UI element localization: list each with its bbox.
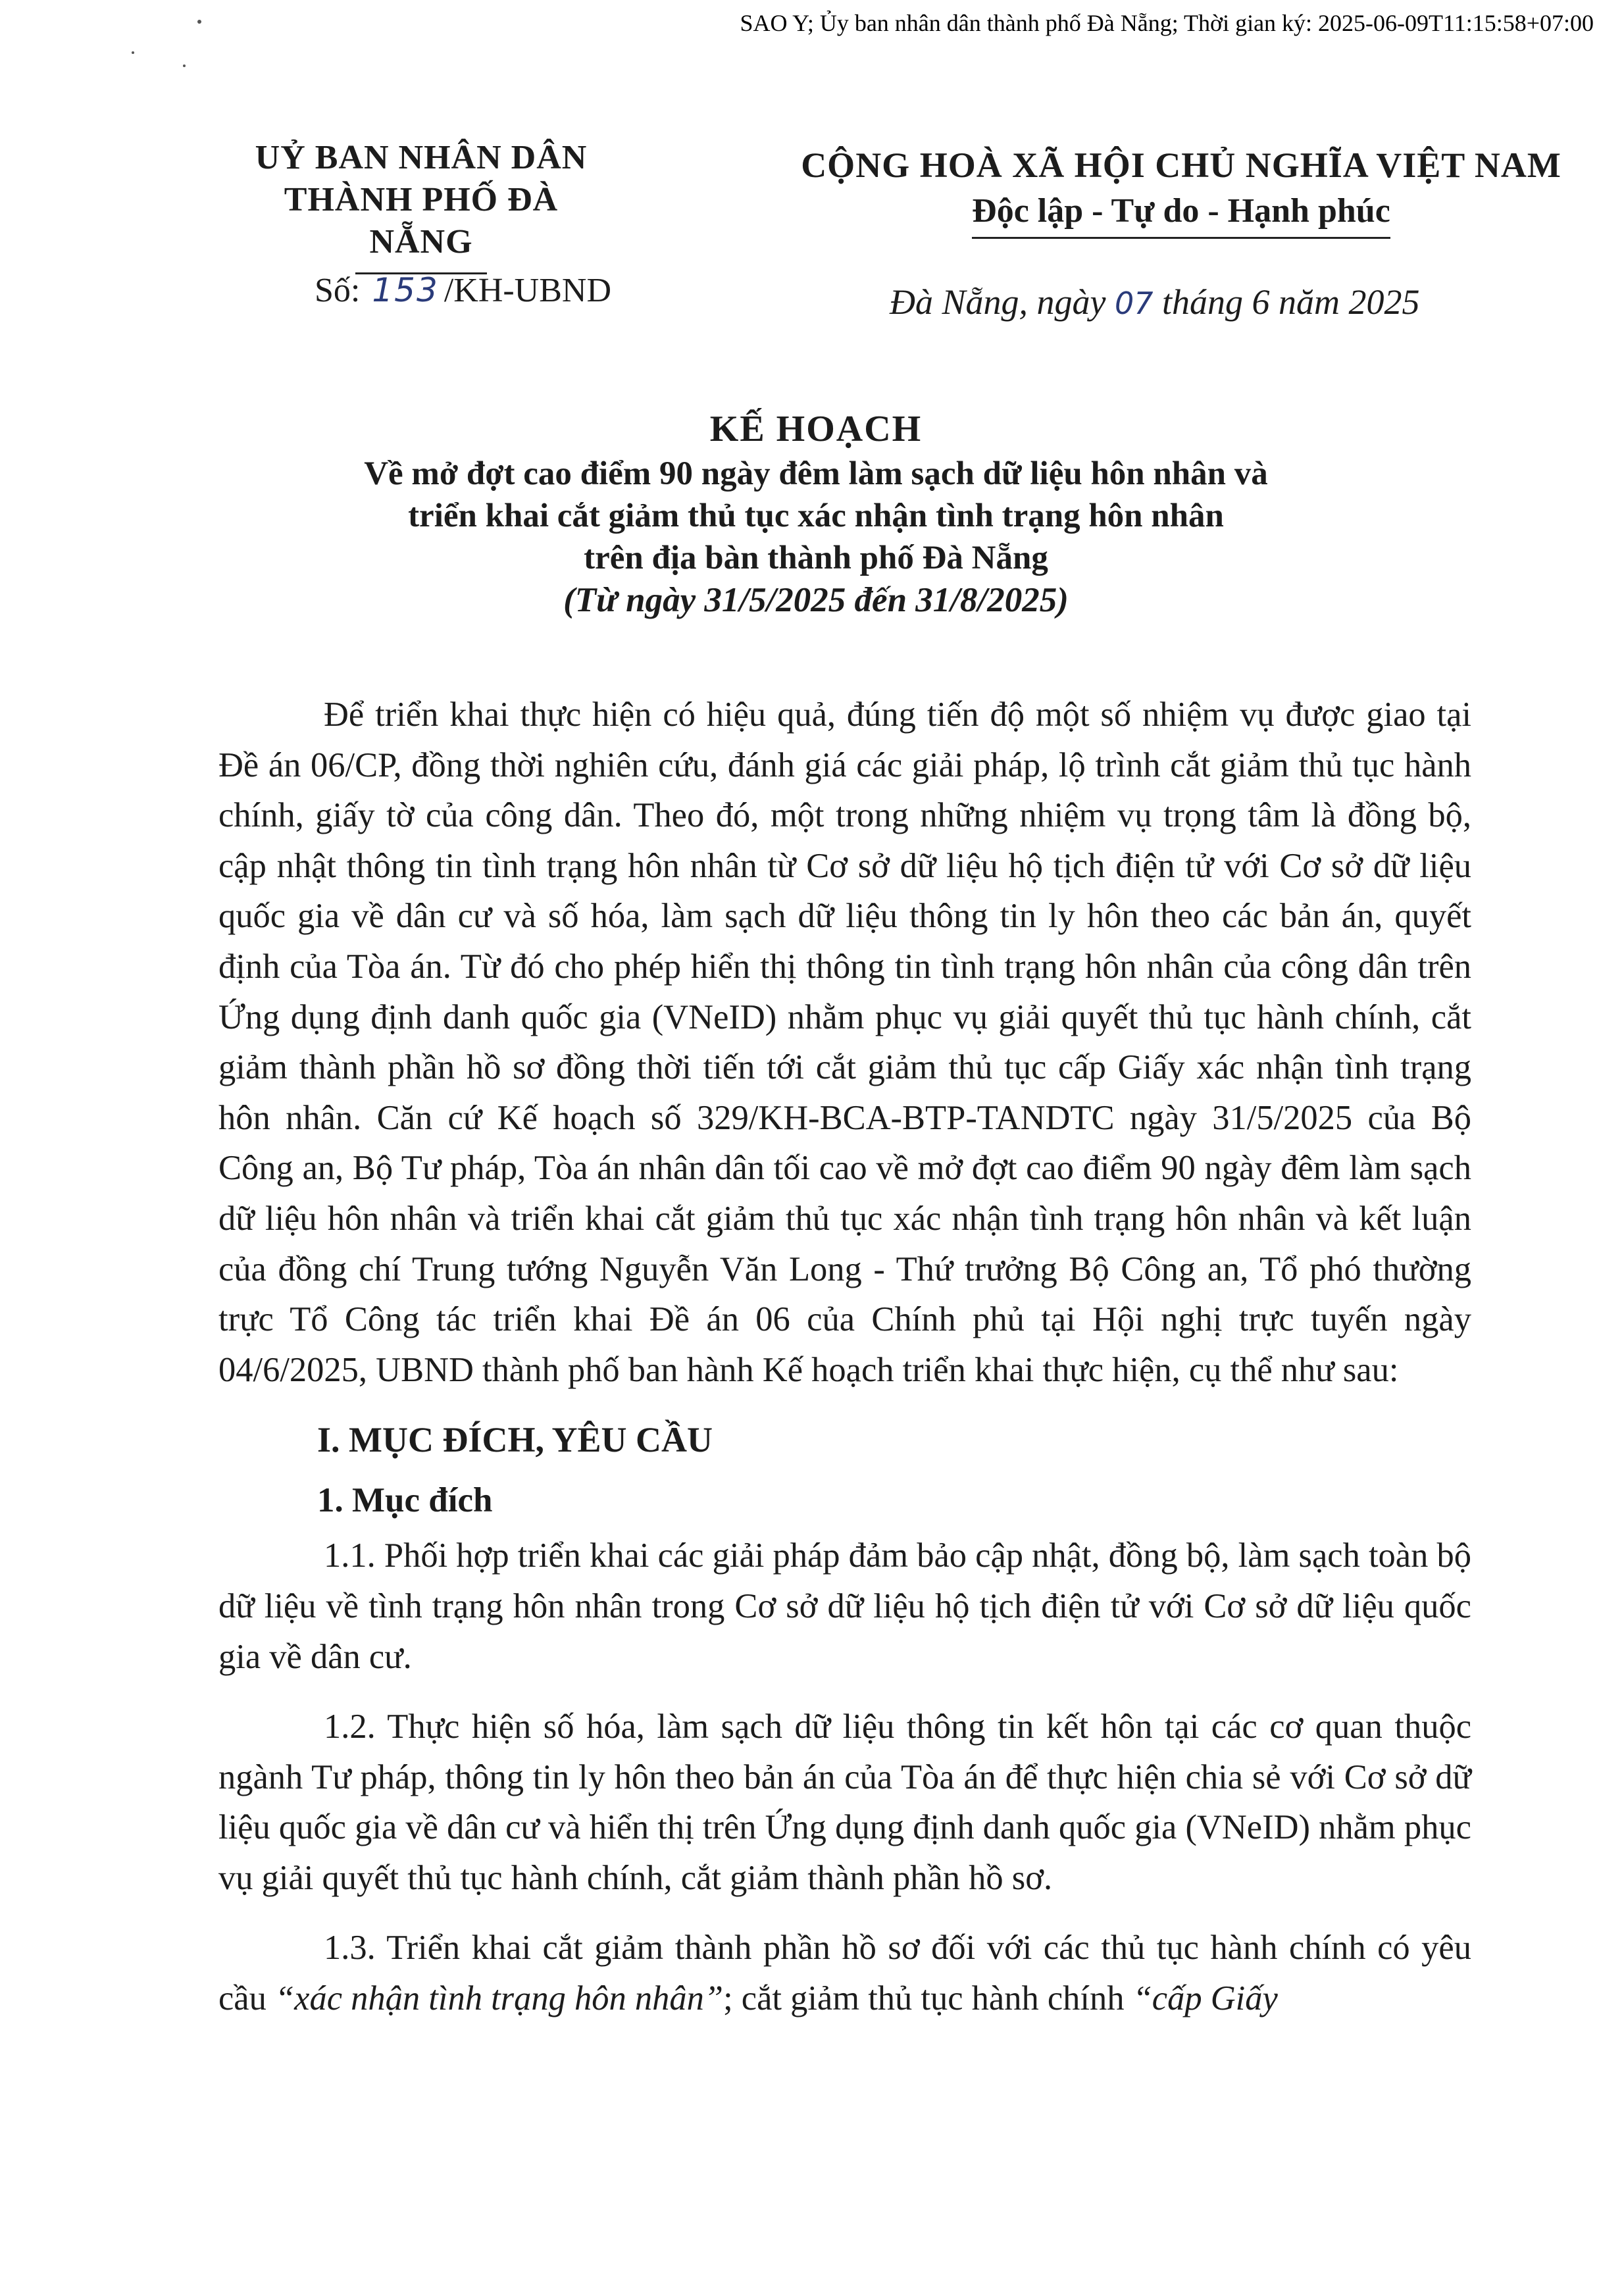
title-main: KẾ HOẠCH — [709, 409, 923, 449]
date-suffix: năm 2025 — [1279, 282, 1420, 322]
scan-speck — [132, 51, 134, 54]
motto: Độc lập - Tự do - Hạnh phúc — [972, 188, 1390, 239]
item-text: ; cắt giảm thủ tục hành chính — [723, 1979, 1133, 2018]
digital-signature-stamp: SAO Y; Ủy ban nhân dân thành phố Đà Nẵng; Thời gian ký: 2025-06-09T11:15:58+07:00 — [740, 10, 1594, 36]
item-text: 1.3. Triển khai cắt giảm thành phần hồ sơ đối với các thủ tục hành chính có yêu cầu — [218, 1929, 1471, 2018]
title-date-range: (Từ ngày 31/5/2025 đến 31/8/2025) — [563, 581, 1069, 619]
title-line-3: trên địa bàn thành phố Đà Nẵng — [584, 540, 1048, 576]
date-prefix: Đà Nẵng, ngày — [890, 282, 1106, 322]
item-quote: “cấp Giấy — [1132, 1979, 1278, 2018]
section-heading: I. MỤC ĐÍCH, YÊU CẦU — [317, 1420, 713, 1460]
document-title — [197, 408, 1434, 621]
scan-speck — [197, 20, 201, 24]
document-number — [315, 271, 611, 310]
document-date — [890, 282, 1420, 322]
scan-speck — [183, 64, 186, 67]
authority-line-1: UỶ BAN NHÂN DÂN — [255, 139, 588, 176]
number-label: Số: — [315, 272, 361, 309]
subsection-heading: 1. Mục đích — [317, 1481, 493, 1520]
handwritten-day: 07 — [1114, 286, 1154, 321]
title-line-2: triển khai cắt giảm thủ tục xác nhận tình trạng hôn nhân — [408, 497, 1224, 534]
number-suffix: /KH-UBND — [444, 272, 612, 309]
item-paragraph: 1.1. Phối hợp triển khai các giải pháp đảm bảo cập nhật, đồng bộ, làm sạch toàn bộ dữ liệu về tình trạng hôn nhân trong Cơ sở dữ liệu hộ tịch điện tử với Cơ sở dữ liệu quốc gia về dân cư. — [218, 1536, 1471, 1676]
handwritten-number: 153 — [372, 271, 439, 309]
date-middle: tháng — [1162, 282, 1244, 322]
national-motto — [776, 142, 1586, 242]
date-month: 6 — [1252, 282, 1270, 322]
item-paragraph: 1.2. Thực hiện số hóa, làm sạch dữ liệu thông tin kết hôn tại các cơ quan thuộc ngành Tư pháp, thông tin ly hôn theo bản án của Tòa án để thực hiện chia sẻ với Cơ sở dữ liệu quốc gia về dân cư và hiển thị trên Ứng dụng định danh quốc gia (VNeID) nhằm phục vụ giải quyết thủ tục hành chính, cắt giảm thành phần hồ sơ. — [218, 1708, 1471, 1897]
item-quote: “xác nhận tình trạng hôn nhân” — [274, 1979, 724, 2018]
title-line-1: Về mở đợt cao điểm 90 ngày đêm làm sạch dữ liệu hôn nhân và — [364, 455, 1268, 492]
issuing-authority — [250, 137, 592, 274]
intro-paragraph: Để triển khai thực hiện có hiệu quả, đúng tiến độ một số nhiệm vụ được giao tại Đề án 06/CP, đồng thời nghiên cứu, đánh giá các giải pháp, lộ trình cắt giảm thủ tục hành chính, giấy tờ của công dân. Theo đó, một trong những nhiệm vụ trọng tâm là đồng bộ, cập nhật thông tin tình trạng hôn nhân từ Cơ sở dữ liệu hộ tịch điện tử với Cơ sở dữ liệu quốc gia về dân cư và số hóa, làm sạch dữ liệu thông tin ly hôn theo các bản án, quyết định của Tòa án. Từ đó cho phép hiển thị thông tin tình trạng hôn nhân của công dân trên Ứng dụng định danh quốc gia (VNeID) nhằm phục vụ giải quyết thủ tục hành chính, cắt giảm thành phần hồ sơ đồng thời tiến tới cắt giảm thủ tục cấp Giấy xác nhận tình trạng hôn nhân. Căn cứ Kế hoạch số 329/KH-BCA-BTP-TANDTC ngày 31/5/2025 của Bộ Công an, Bộ Tư pháp, Tòa án nhân dân tối cao về mở đợt cao điểm 90 ngày đêm làm sạch dữ liệu hôn nhân và triển khai cắt giảm thủ tục xác nhận tình trạng hôn nhân và kết luận của đồng chí Trung tướng Nguyễn Văn Long - Thứ trưởng Bộ Công an, Tổ phó thường trực Tổ Công tác triển khai Đề án 06 của Chính phủ tại Hội nghị trực tuyến ngày 04/6/2025, UBND thành phố ban hành Kế hoạch triển khai thực hiện, cụ thể như sau: — [218, 696, 1471, 1389]
item-paragraph — [218, 1923, 1471, 2023]
document-body — [218, 690, 1471, 2024]
country-name: CỘNG HOÀ XÃ HỘI CHỦ NGHĨA VIỆT NAM — [801, 145, 1561, 185]
authority-line-2: THÀNH PHỐ ĐÀ NẴNG — [284, 181, 559, 261]
